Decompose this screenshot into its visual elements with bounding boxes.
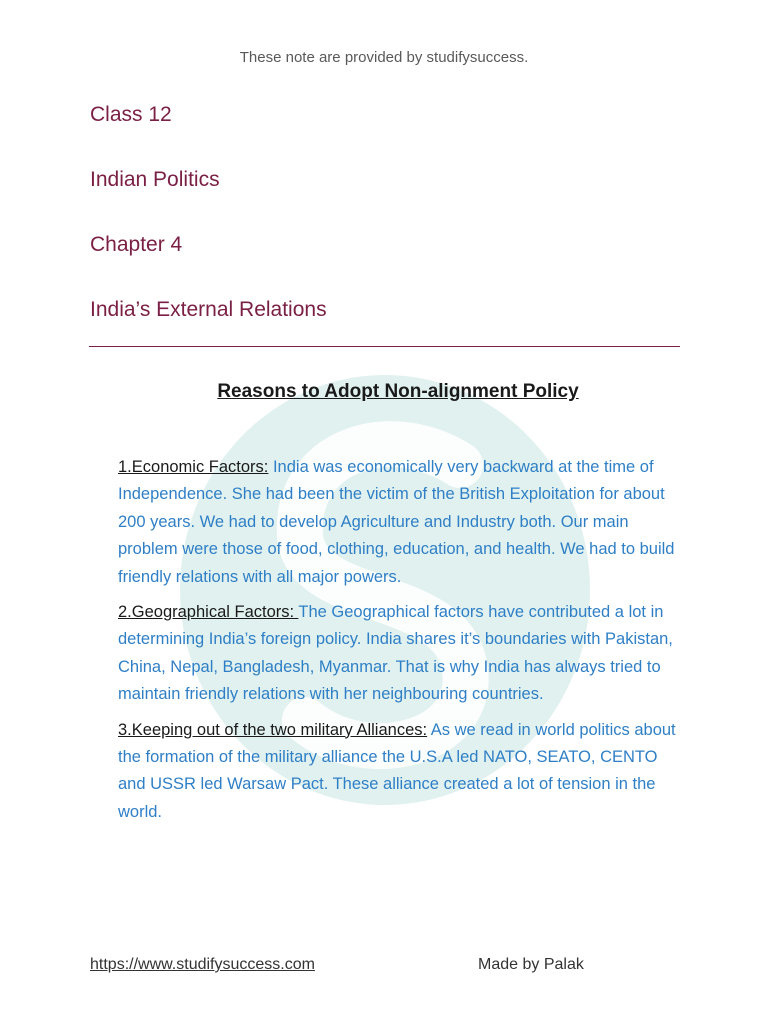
class-label: Class 12 xyxy=(90,103,172,126)
factor-military-alliances xyxy=(118,717,688,827)
footer-credit: Made by Palak xyxy=(478,956,584,973)
factor-label: 1.Economic Factors: xyxy=(118,458,269,476)
factor-label: 2.Geographical Factors: xyxy=(118,603,299,622)
chapter-label: Chapter 4 xyxy=(90,233,183,256)
section-heading: Reasons to Adopt Non-alignment Policy xyxy=(217,381,579,402)
factor-geographical xyxy=(118,599,688,709)
chapter-title: India’s External Relations xyxy=(90,298,327,321)
factor-label: 3.Keeping out of the two military Alliances: xyxy=(118,720,428,739)
factor-text: As we read in world politics about the formation of the military alliance the U.S.A led NATO, SEATO, CENTO and USSR led Warsaw Pact. These alliance created a lot of tension in the world. xyxy=(118,720,676,821)
factor-text: The Geographical factors have contributed a lot in determining India’s foreign policy. India shares it’s boundaries with Pakistan, China, Nepal, Bangladesh, Myanmar. That is why India has always tried to maintain friendly relations with her neighbouring countries. xyxy=(118,603,673,704)
factor-economic xyxy=(118,454,688,591)
divider-line xyxy=(89,346,680,347)
factor-text: India was economically very backward at the time of Independence. She had been the victim of the British Exploitation for about 200 years. We had to develop Agriculture and Industry both. Our main problem were those of food, clothing, education, and health. We had to build friendly relations with all major powers. xyxy=(118,458,675,586)
header-note: These note are provided by studifysuccess. xyxy=(239,49,529,66)
subject-label: Indian Politics xyxy=(90,168,220,191)
footer-website-link[interactable]: https://www.studifysuccess.com xyxy=(90,956,315,973)
factors-list xyxy=(118,454,688,834)
